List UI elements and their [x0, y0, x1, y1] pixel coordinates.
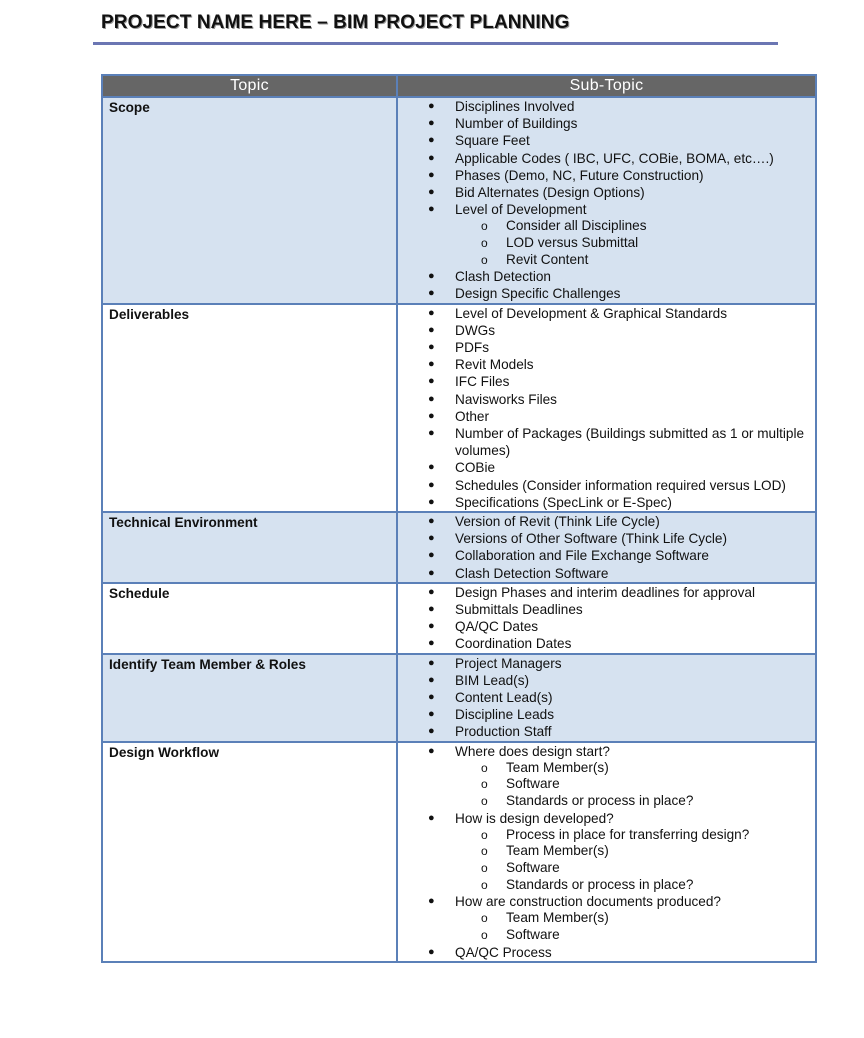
sub-topic-cell	[397, 583, 816, 654]
list-item	[398, 810, 815, 827]
table-header-row	[102, 75, 816, 97]
sub-list-item-text: Team Member(s)	[506, 759, 609, 775]
sub-list-item-text: Revit Content	[506, 251, 589, 267]
sub-list	[398, 760, 815, 810]
list-item-text: IFC Files	[455, 374, 510, 390]
list-item-text: Revit Models	[455, 357, 534, 373]
sub-topic-cell	[397, 304, 816, 512]
sub-topic-cell	[397, 742, 816, 962]
bullet-icon: ●	[428, 656, 435, 669]
topic-cell: Identify Team Member & Roles	[102, 654, 397, 742]
hollow-bullet-icon: o	[481, 877, 488, 892]
sub-topic-list	[398, 584, 815, 653]
sub-topic-list	[398, 743, 815, 961]
list-item	[398, 893, 815, 910]
topic-cell: Deliverables	[102, 304, 397, 512]
bullet-icon: ●	[428, 117, 435, 130]
list-item	[398, 601, 815, 618]
sub-list-container	[398, 760, 815, 810]
sub-list-item	[398, 927, 815, 944]
bullet-icon: ●	[428, 744, 435, 757]
sub-list-item	[398, 252, 815, 269]
bullet-icon: ●	[428, 708, 435, 721]
list-item-text: Other	[455, 408, 489, 424]
list-item-text: QA/QC Dates	[455, 619, 539, 635]
sub-topic-cell	[397, 654, 816, 742]
sub-topic-list	[398, 98, 815, 303]
list-item-text: BIM Lead(s)	[455, 672, 530, 688]
topic-cell: Technical Environment	[102, 512, 397, 583]
bullet-icon: ●	[428, 151, 435, 164]
bullet-icon: ●	[428, 945, 435, 958]
list-item	[398, 339, 815, 356]
sub-list-container	[398, 218, 815, 268]
bullet-icon: ●	[428, 549, 435, 562]
sub-list-item-text: Consider all Disciplines	[506, 218, 647, 234]
list-item-text: Number of Buildings	[455, 116, 578, 132]
list-item	[398, 477, 815, 494]
bullet-icon: ●	[428, 186, 435, 199]
hollow-bullet-icon: o	[481, 911, 488, 926]
bullet-icon: ●	[428, 427, 435, 440]
bullet-icon: ●	[428, 358, 435, 371]
list-item	[398, 167, 815, 184]
list-item	[398, 356, 815, 373]
header-sub-topic: Sub-Topic	[397, 75, 816, 97]
document-title: PROJECT NAME HERE – BIM PROJECT PLANNING	[101, 12, 570, 33]
list-item-text: Square Feet	[455, 133, 530, 149]
list-item-text: PDFs	[455, 340, 489, 356]
table-row	[102, 512, 816, 583]
sub-list-item-text: Software	[506, 860, 560, 876]
list-item-text: Where does design start?	[455, 743, 610, 759]
list-item-text: Project Managers	[455, 655, 562, 671]
list-item	[398, 201, 815, 218]
bullet-icon: ●	[428, 673, 435, 686]
sub-list-item-text: Software	[506, 927, 560, 943]
list-item-text: Clash Detection Software	[455, 565, 609, 581]
sub-topic-cell	[397, 512, 816, 583]
list-item	[398, 408, 815, 425]
list-item-text: DWGs	[455, 322, 496, 338]
hollow-bullet-icon: o	[481, 219, 488, 234]
bullet-icon: ●	[428, 811, 435, 824]
list-item	[398, 115, 815, 132]
topic-cell: Scope	[102, 97, 397, 304]
bullet-icon: ●	[428, 323, 435, 336]
list-item	[398, 285, 815, 302]
bullet-icon: ●	[428, 532, 435, 545]
list-item-text: Coordination Dates	[455, 636, 572, 652]
list-item-text: Production Staff	[455, 724, 552, 740]
list-item	[398, 743, 815, 760]
list-item-text: Version of Revit (Think Life Cycle)	[455, 514, 660, 530]
list-item	[398, 618, 815, 635]
list-item-text: Collaboration and File Exchange Software	[455, 548, 709, 564]
bullet-icon: ●	[428, 100, 435, 112]
list-item-text: Level of Development	[455, 202, 587, 218]
sub-topic-list	[398, 513, 815, 582]
sub-list-item	[398, 793, 815, 810]
sub-topic-cell	[397, 97, 816, 304]
bullet-icon: ●	[428, 515, 435, 528]
sub-topic-list	[398, 305, 815, 511]
bullet-icon: ●	[428, 134, 435, 147]
sub-list-item-text: Software	[506, 776, 560, 792]
list-item-text: Bid Alternates (Design Options)	[455, 185, 645, 201]
list-item-text: COBie	[455, 460, 496, 476]
bullet-icon: ●	[428, 691, 435, 704]
list-item	[398, 391, 815, 408]
sub-list-item	[398, 843, 815, 860]
sub-list-item	[398, 218, 815, 235]
hollow-bullet-icon: o	[481, 252, 488, 267]
hollow-bullet-icon: o	[481, 844, 488, 859]
bullet-icon: ●	[428, 895, 435, 908]
sub-list-item-text: Team Member(s)	[506, 910, 609, 926]
bullet-icon: ●	[428, 203, 435, 216]
topic-cell: Schedule	[102, 583, 397, 654]
list-item-text: Schedules (Consider information required versus LOD)	[455, 477, 786, 493]
table-row	[102, 654, 816, 742]
sub-list	[398, 827, 815, 893]
sub-list	[398, 910, 815, 943]
bullet-icon: ●	[428, 375, 435, 388]
hollow-bullet-icon: o	[481, 861, 488, 876]
table-row	[102, 97, 816, 304]
list-item	[398, 132, 815, 149]
list-item	[398, 459, 815, 476]
bullet-icon: ●	[428, 566, 435, 579]
table-row	[102, 583, 816, 654]
list-item-text: How is design developed?	[455, 810, 614, 826]
title-underline	[93, 42, 778, 45]
list-item-text: QA/QC Process	[455, 944, 552, 960]
hollow-bullet-icon: o	[481, 794, 488, 809]
list-item	[398, 547, 815, 564]
list-item-text: Design Phases and interim deadlines for approval	[455, 584, 755, 600]
sub-list-item-text: Standards or process in place?	[506, 876, 694, 892]
list-item	[398, 150, 815, 167]
sub-list-item-text: Standards or process in place?	[506, 793, 694, 809]
list-item-text: Content Lead(s)	[455, 690, 553, 706]
list-item-text: Submittals Deadlines	[455, 602, 583, 618]
bullet-icon: ●	[428, 270, 435, 283]
list-item	[398, 530, 815, 547]
sub-list-item-text: LOD versus Submittal	[506, 235, 639, 251]
list-item-text: Clash Detection	[455, 269, 551, 285]
list-item	[398, 723, 815, 740]
bullet-icon: ●	[428, 725, 435, 738]
list-item	[398, 373, 815, 390]
sub-list-item-text: Process in place for transferring design?	[506, 826, 750, 842]
list-item	[398, 584, 815, 601]
hollow-bullet-icon: o	[481, 760, 488, 775]
list-item	[398, 305, 815, 322]
hollow-bullet-icon: o	[481, 827, 488, 842]
list-item-text: How are construction documents produced?	[455, 894, 721, 910]
list-item	[398, 98, 815, 115]
list-item	[398, 655, 815, 672]
sub-list-item	[398, 235, 815, 252]
list-item-text: Disciplines Involved	[455, 99, 575, 114]
sub-list-item-text: Team Member(s)	[506, 843, 609, 859]
sub-list	[398, 218, 815, 268]
list-item	[398, 513, 815, 530]
list-item-text: Level of Development & Graphical Standards	[455, 305, 728, 321]
list-item	[398, 689, 815, 706]
list-item	[398, 565, 815, 582]
bullet-icon: ●	[428, 620, 435, 633]
list-item-text: Number of Packages (Buildings submitted as 1 or multiple volumes)	[455, 426, 805, 459]
bullet-icon: ●	[428, 478, 435, 491]
sub-list-container	[398, 827, 815, 893]
planning-table	[101, 74, 817, 963]
list-item	[398, 944, 815, 961]
list-item	[398, 494, 815, 511]
bullet-icon: ●	[428, 585, 435, 598]
header-topic: Topic	[102, 75, 397, 97]
bullet-icon: ●	[428, 409, 435, 422]
bullet-icon: ●	[428, 603, 435, 616]
table-row	[102, 742, 816, 962]
list-item-text: Versions of Other Software (Think Life Cycle)	[455, 531, 727, 547]
sub-list-item	[398, 860, 815, 877]
list-item-text: Discipline Leads	[455, 707, 554, 723]
table-row	[102, 304, 816, 512]
bullet-icon: ●	[428, 461, 435, 474]
list-item	[398, 706, 815, 723]
topic-cell: Design Workflow	[102, 742, 397, 962]
hollow-bullet-icon: o	[481, 777, 488, 792]
bullet-icon: ●	[428, 637, 435, 650]
list-item-text: Phases (Demo, NC, Future Construction)	[455, 167, 704, 183]
list-item	[398, 322, 815, 339]
list-item-text: Applicable Codes ( IBC, UFC, COBie, BOMA, etc….)	[455, 150, 774, 166]
sub-list-item	[398, 760, 815, 777]
sub-list-item	[398, 776, 815, 793]
bullet-icon: ●	[428, 392, 435, 405]
bullet-icon: ●	[428, 341, 435, 354]
list-item-text: Specifications (SpecLink or E-Spec)	[455, 494, 672, 510]
list-item	[398, 635, 815, 652]
list-item-text: Design Specific Challenges	[455, 286, 621, 302]
list-item	[398, 268, 815, 285]
sub-topic-list	[398, 655, 815, 741]
list-item-text: Navisworks Files	[455, 391, 557, 407]
list-item	[398, 672, 815, 689]
sub-list-item	[398, 877, 815, 894]
list-item	[398, 184, 815, 201]
list-item	[398, 425, 815, 459]
sub-list-item	[398, 827, 815, 844]
bullet-icon: ●	[428, 495, 435, 508]
table-body	[102, 97, 816, 962]
hollow-bullet-icon: o	[481, 236, 488, 251]
bullet-icon: ●	[428, 306, 435, 319]
bullet-icon: ●	[428, 287, 435, 300]
sub-list-container	[398, 910, 815, 943]
hollow-bullet-icon: o	[481, 928, 488, 943]
bullet-icon: ●	[428, 168, 435, 181]
sub-list-item	[398, 910, 815, 927]
